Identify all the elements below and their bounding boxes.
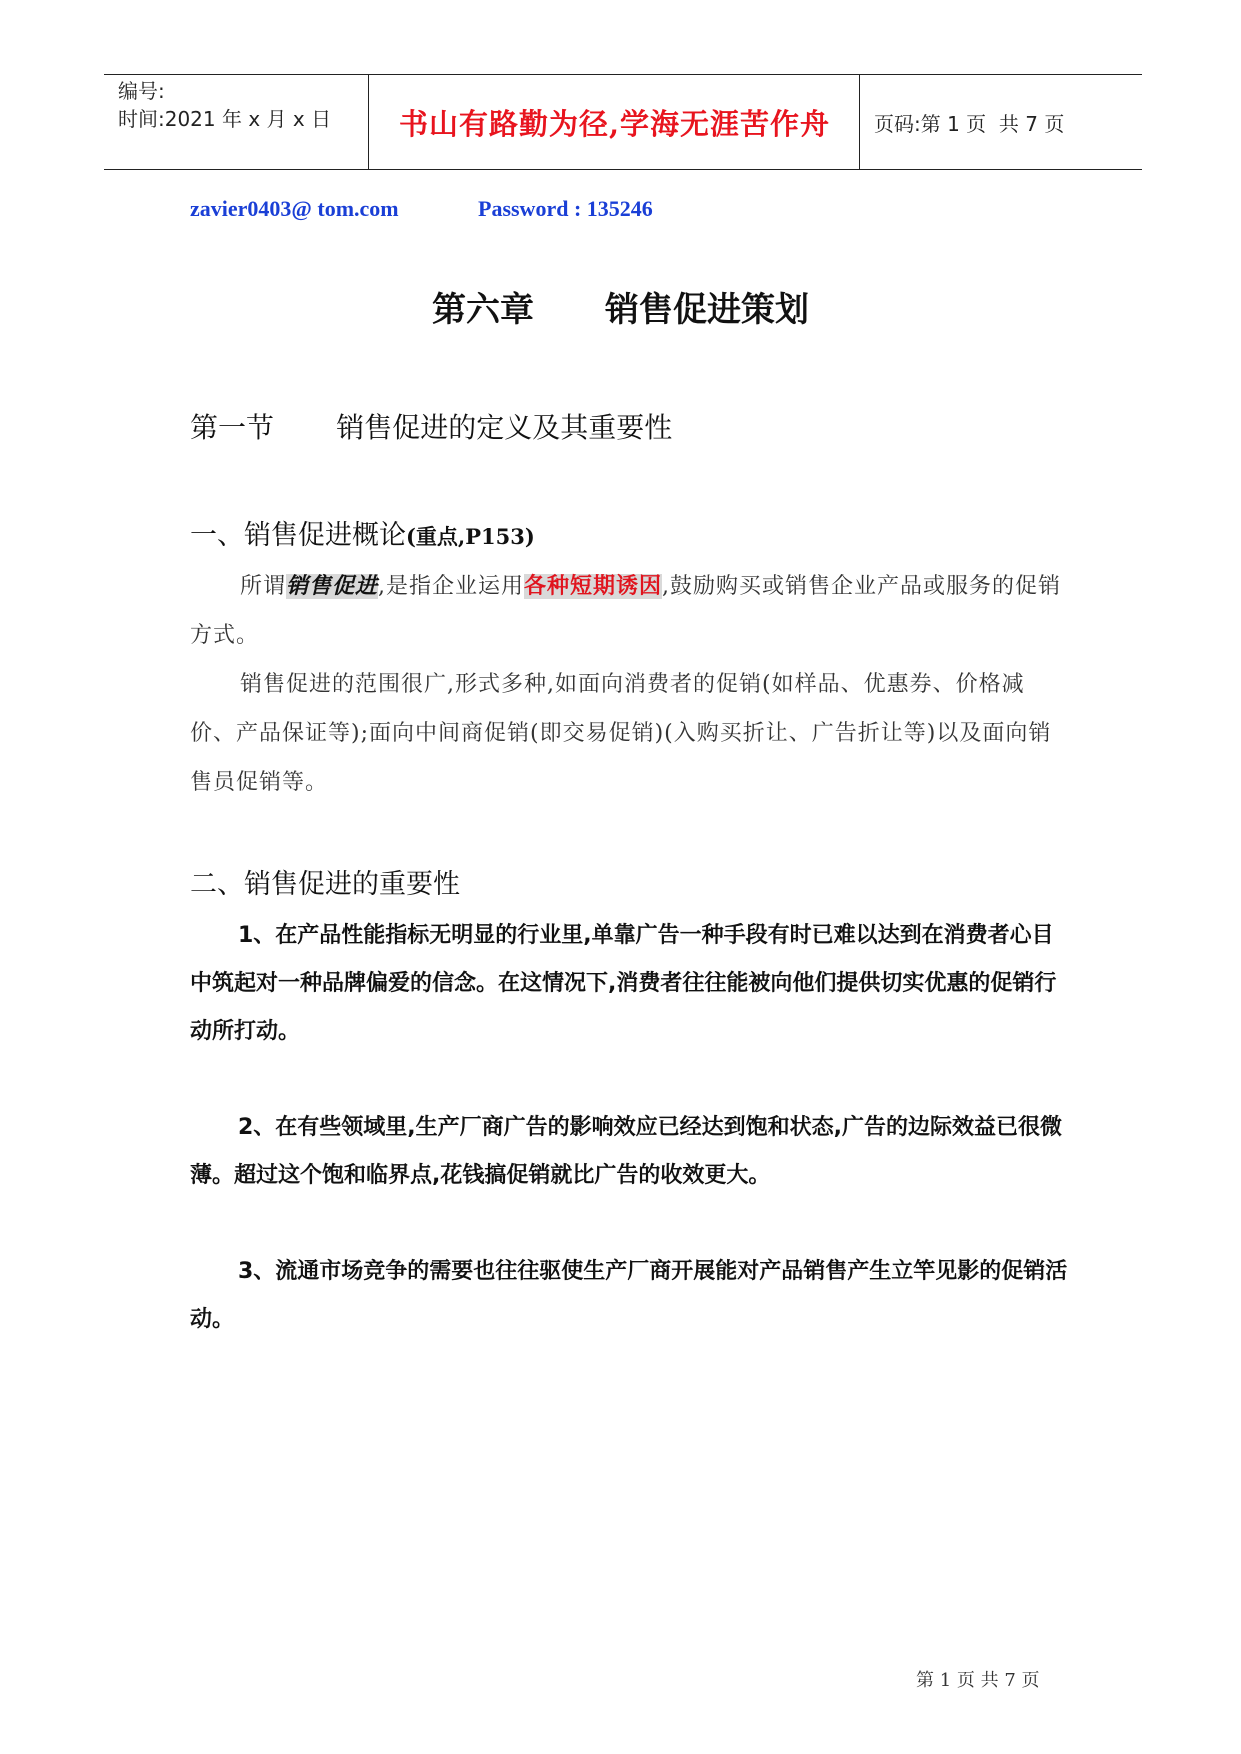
importance-point: 2、在有些领域里,生产厂商广告的影响效应已经达到饱和状态,广告的边际效益已很微薄。超过这个饱和临界点,花钱搞促销就比广告的收效更大。 <box>190 1115 1063 1188</box>
contact-email: zavier0403@ tom.com <box>190 196 399 221</box>
importance-point: 3、流通市场竞争的需要也往往驱使生产厂商开展能对产品销售产生立竿见影的促销活动。 <box>190 1259 1068 1332</box>
header-meta <box>118 77 358 133</box>
number-label: 编号: <box>118 79 165 103</box>
part1-heading-text: 一、销售促进概论 <box>190 520 406 551</box>
definition-paragraph <box>190 562 1070 660</box>
part2-heading: 二、销售促进的重要性 <box>190 869 460 900</box>
contact-password: Password : 135246 <box>478 196 653 221</box>
definition-text-b: ,是指企业运用 <box>378 574 525 599</box>
header-motto: 书山有路勤为径,学海无涯苦作舟 <box>398 106 831 141</box>
part1-heading <box>190 513 535 552</box>
part1-heading-note: (重点,P153) <box>406 524 535 549</box>
page-footer: 第 1 页 共 7 页 <box>916 1670 1040 1691</box>
definition-text-a: 所谓 <box>240 574 287 599</box>
header-divider <box>859 75 860 169</box>
importance-point: 1、在产品性能指标无明显的行业里,单靠广告一种手段有时已难以达到在消费者心目中筑起对一种品牌偏爱的信念。在这情况下,消费者往往能被向他们提供切实优惠的促销行动所打动。 <box>190 923 1057 1044</box>
definition-text-c: ,鼓励购买或销售企业产品或服务的促销方式。 <box>190 574 1062 648</box>
time-label: 时间:2021 年 x 月 x 日 <box>118 107 332 131</box>
header-divider <box>368 75 369 169</box>
page-header <box>104 74 1142 170</box>
chapter-title: 第六章 销售促进策划 <box>431 290 810 330</box>
highlighted-phrase: 各种短期诱因 <box>524 574 663 599</box>
section-title: 第一节 销售促进的定义及其重要性 <box>190 411 673 444</box>
highlighted-term: 销售促进 <box>286 574 379 599</box>
scope-paragraph: 销售促进的范围很广,形式多种,如面向消费者的促销(如样品、优惠券、价格减价、产品保证等);面向中间商促销(即交易促销)(入购买折让、广告折让等)以及面向销售员促销等。 <box>190 672 1052 795</box>
header-page-info: 页码:第 1 页 共 7 页 <box>874 111 1065 136</box>
